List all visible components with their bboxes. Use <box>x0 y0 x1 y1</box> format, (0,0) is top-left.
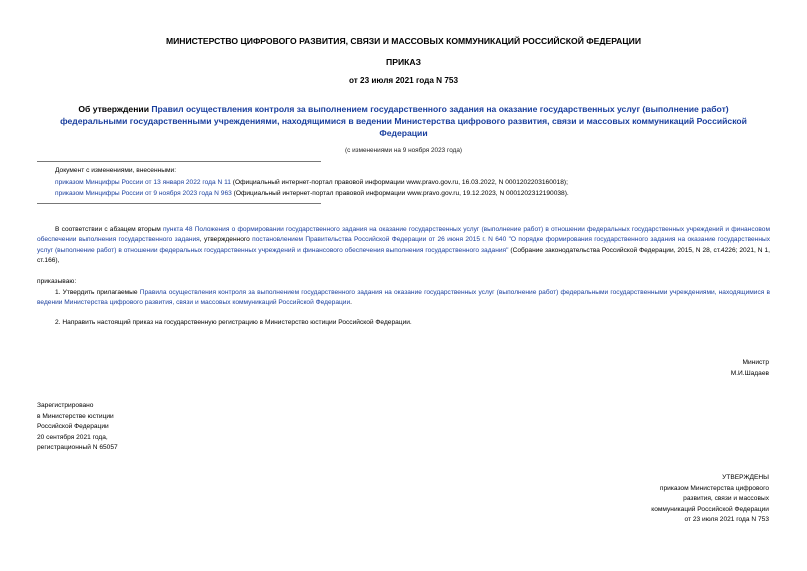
title-rules-link[interactable]: Правил осуществления контроля за выполнением государственного задания на оказание государственных услуг (выполнение работ) федеральными государственными учреждениями, находящимися в ведении Министерства цифрового развития, связи и массовых коммуникаций Российской Федерации <box>60 104 747 138</box>
change-source-1: (Официальный интернет-портал правовой информации www.pravo.gov.ru, 16.03.2022, N 0001202203160018); <box>230 178 568 186</box>
changes-heading: Документ с изменениями, внесенными: <box>55 167 177 174</box>
preamble-text-c: (Собрание законодательства Российской Федерации, 2015, N 28, ст.4226; 2021, N 1, ст.166), <box>37 246 770 264</box>
document-title <box>45 103 762 139</box>
ordered-word: приказываю: <box>37 278 77 285</box>
item-1-text-b: . <box>350 299 352 307</box>
government-decree-link[interactable]: постановлением Правительства Российской Федерации от 26 июня 2015 г. N 640 "О порядке формирования государственного задания на оказание государственных услуг (выполнение работ) в отношении федеральных государственных учреждений и финансового обеспечения выполнения государственного задания" <box>37 236 771 254</box>
preamble-text-a: В соответствии с абзацем вторым <box>55 226 163 233</box>
title-prefix: Об утверждении <box>78 104 152 114</box>
change-source-2: (Официальный интернет-портал правовой информации www.pravo.gov.ru, 19.12.2023, N 0001202312190038). <box>231 190 569 197</box>
signatory-position: Министр <box>742 359 769 366</box>
item-1-text-a: 1. Утвердить прилагаемые <box>55 289 140 296</box>
divider-bottom <box>37 203 321 204</box>
registration-block <box>37 401 118 454</box>
signatory-name: М.И.Шадаев <box>730 370 769 377</box>
changes-block <box>55 165 569 200</box>
regulation-link[interactable]: пункта 48 Положения о формировании государственного задания на оказание государственных услуг (выполнение работ) в отношении федеральных государственных учреждений и финансовом обеспечении выполнения государственного задания <box>37 226 770 244</box>
preamble-paragraph <box>37 225 770 266</box>
registration-line: 20 сентября 2021 года, <box>37 433 108 441</box>
document-date-number: от 23 июля 2021 года N 753 <box>348 76 459 85</box>
registration-line: регистрационный N 65057 <box>37 444 118 452</box>
change-link-1[interactable]: приказом Минцифры России от 13 января 2022 года N 11 <box>55 178 231 186</box>
ministry-heading: МИНИСТЕРСТВО ЦИФРОВОГО РАЗВИТИЯ, СВЯЗИ И МАССОВЫХ КОММУНИКАЦИЙ РОССИЙСКОЙ ФЕДЕРАЦИИ <box>165 36 642 46</box>
approval-line: коммуникаций Российской Федерации <box>651 505 769 513</box>
divider-top <box>37 161 321 162</box>
change-link-2[interactable]: приказом Минцифры России от 9 ноября 2023 года N 963 <box>55 190 232 197</box>
registration-line: в Министерстве юстиции <box>37 412 114 420</box>
approval-block <box>651 473 769 526</box>
approval-line: приказом Министерства цифрового <box>659 484 769 492</box>
preamble-text-b: , утвержденного <box>199 236 253 244</box>
approval-line: УТВЕРЖДЕНЫ <box>722 474 769 481</box>
revisions-note: (с изменениями на 9 ноября 2023 года) <box>344 147 463 154</box>
signature-block <box>731 357 769 379</box>
approval-line: развития, связи и массовых <box>683 495 769 503</box>
approved-rules-link[interactable]: Правила осуществления контроля за выполнением государственного задания на оказание государственных услуг (выполнение работ) федеральными государственными учреждениями, находящимися в ведении Министерства цифрового развития, связи и массовых коммуникаций Российской Федерации <box>37 289 770 307</box>
registration-line: Зарегистрировано <box>37 402 94 409</box>
item-2-paragraph: 2. Направить настоящий приказ на государственную регистрацию в Министерство юстиции Российской Федерации. <box>55 319 412 326</box>
approval-line: от 23 июля 2021 года N 753 <box>684 516 769 524</box>
registration-line: Российской Федерации <box>37 423 109 431</box>
change-item <box>55 188 569 200</box>
item-1-paragraph <box>37 288 770 309</box>
change-item <box>55 177 569 189</box>
document-type: ПРИКАЗ <box>386 57 421 67</box>
